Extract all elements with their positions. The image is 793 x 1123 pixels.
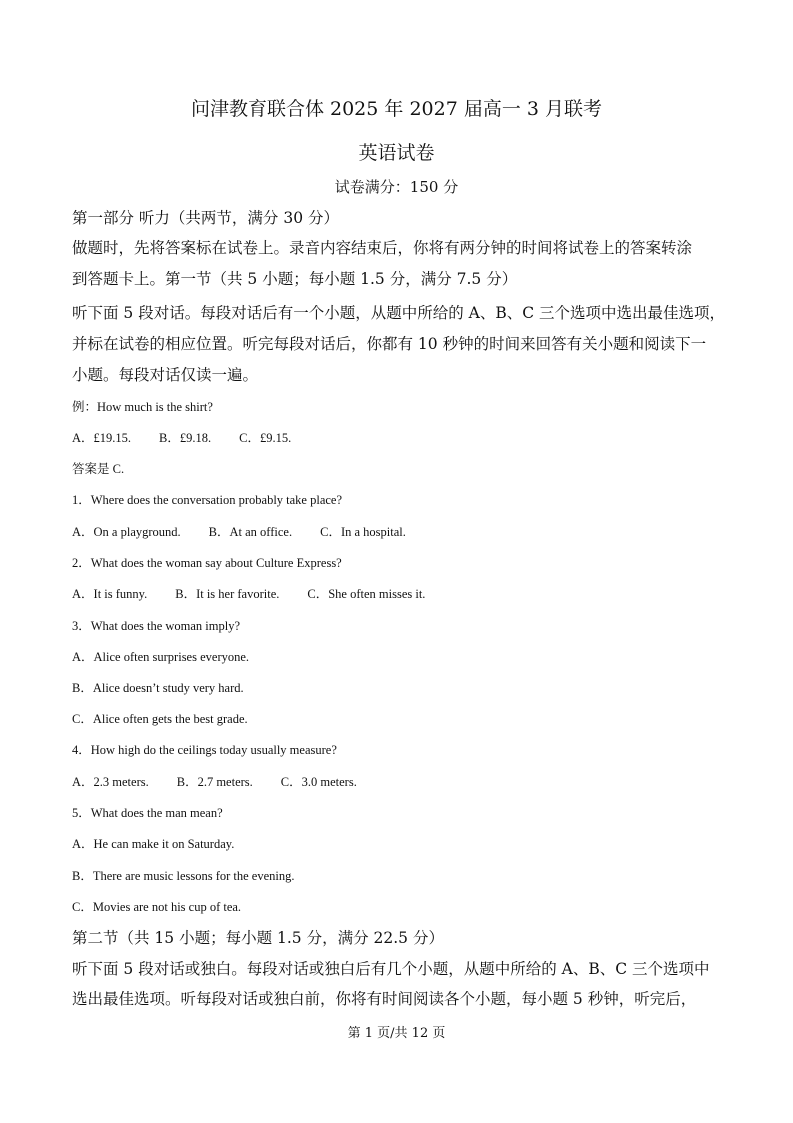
part1-heading: 第一部分 听力（共两节，满分 30 分） <box>72 209 340 227</box>
example-answer: 答案是 C. <box>72 462 125 476</box>
question-5: 5．What does the man mean? <box>72 806 223 820</box>
option-a: A．On a playground. <box>72 525 181 539</box>
part1-intro-line1: 做题时，先将答案标在试卷上。录音内容结束后，你将有两分钟的时间将试卷上的答案转涂 <box>72 239 693 257</box>
option-a: A．£19.15. <box>72 431 132 445</box>
section2-line1: 听下面 5 段对话或独白。每段对话或独白后有几个小题，从题中所给的 A、B、C 三个选项中 <box>72 960 710 978</box>
section2-line2: 选出最佳选项。听每段对话或独白前，你将有时间阅读各个小题，每小题 5 秒钟，听完后， <box>72 990 697 1008</box>
option-c: C．She often misses it. <box>307 587 426 601</box>
section2-heading: 第二节（共 15 小题；每小题 1.5 分，满分 22.5 分） <box>72 929 444 947</box>
option-c: C．£9.15. <box>239 431 292 445</box>
part1-instr-line1: 听下面 5 段对话。每段对话后有一个小题，从题中所给的 A、B、C 三个选项中选出最佳选项， <box>72 304 726 322</box>
option-a: A．2.3 meters. <box>72 775 149 789</box>
full-score: 试卷满分：150 分 <box>334 178 459 196</box>
question-2: 2．What does the woman say about Culture Express? <box>72 556 342 570</box>
question-3: 3．What does the woman imply? <box>72 619 241 633</box>
part1-intro-line2: 到答题卡上。第一节（共 5 小题；每小题 1.5 分，满分 7.5 分） <box>72 270 518 288</box>
question-3-option-b: B．Alice doesn’t study very hard. <box>72 681 244 695</box>
option-a: A．It is funny. <box>72 587 148 601</box>
question-1: 1．Where does the conversation probably take place? <box>72 493 343 507</box>
question-3-option-c: C．Alice often gets the best grade. <box>72 712 248 726</box>
option-b: B．At an office. <box>208 525 293 539</box>
question-5-option-a: A．He can make it on Saturday. <box>72 837 235 851</box>
exam-title: 问津教育联合体 2025 年 2027 届高一 3 月联考 <box>190 98 603 120</box>
question-5-option-b: B．There are music lessons for the evening. <box>72 869 295 883</box>
page-footer: 第 1 页/共 12 页 <box>347 1026 446 1041</box>
question-4-options <box>72 773 385 791</box>
option-b: B．It is her favorite. <box>175 587 280 601</box>
option-b: B．£9.18. <box>159 431 212 445</box>
option-c: C．3.0 meters. <box>280 775 357 789</box>
part1-instr-line2: 并标在试卷的相应位置。听完每段对话后，你都有 10 秒钟的时间来回答有关小题和阅读下一 <box>72 335 707 353</box>
question-4: 4．How high do the ceilings today usually measure? <box>72 743 337 757</box>
question-2-options <box>72 585 453 603</box>
option-b: B．2.7 meters. <box>176 775 253 789</box>
example-options <box>72 429 319 447</box>
part1-instr-line3: 小题。每段对话仅读一遍。 <box>72 366 259 384</box>
option-c: C．In a hospital. <box>320 525 406 539</box>
question-3-option-a: A．Alice often surprises everyone. <box>72 650 250 664</box>
question-5-option-c: C．Movies are not his cup of tea. <box>72 900 242 914</box>
example-question: 例：How much is the shirt? <box>72 400 213 414</box>
question-1-options <box>72 523 434 541</box>
exam-subject: 英语试卷 <box>358 142 435 164</box>
